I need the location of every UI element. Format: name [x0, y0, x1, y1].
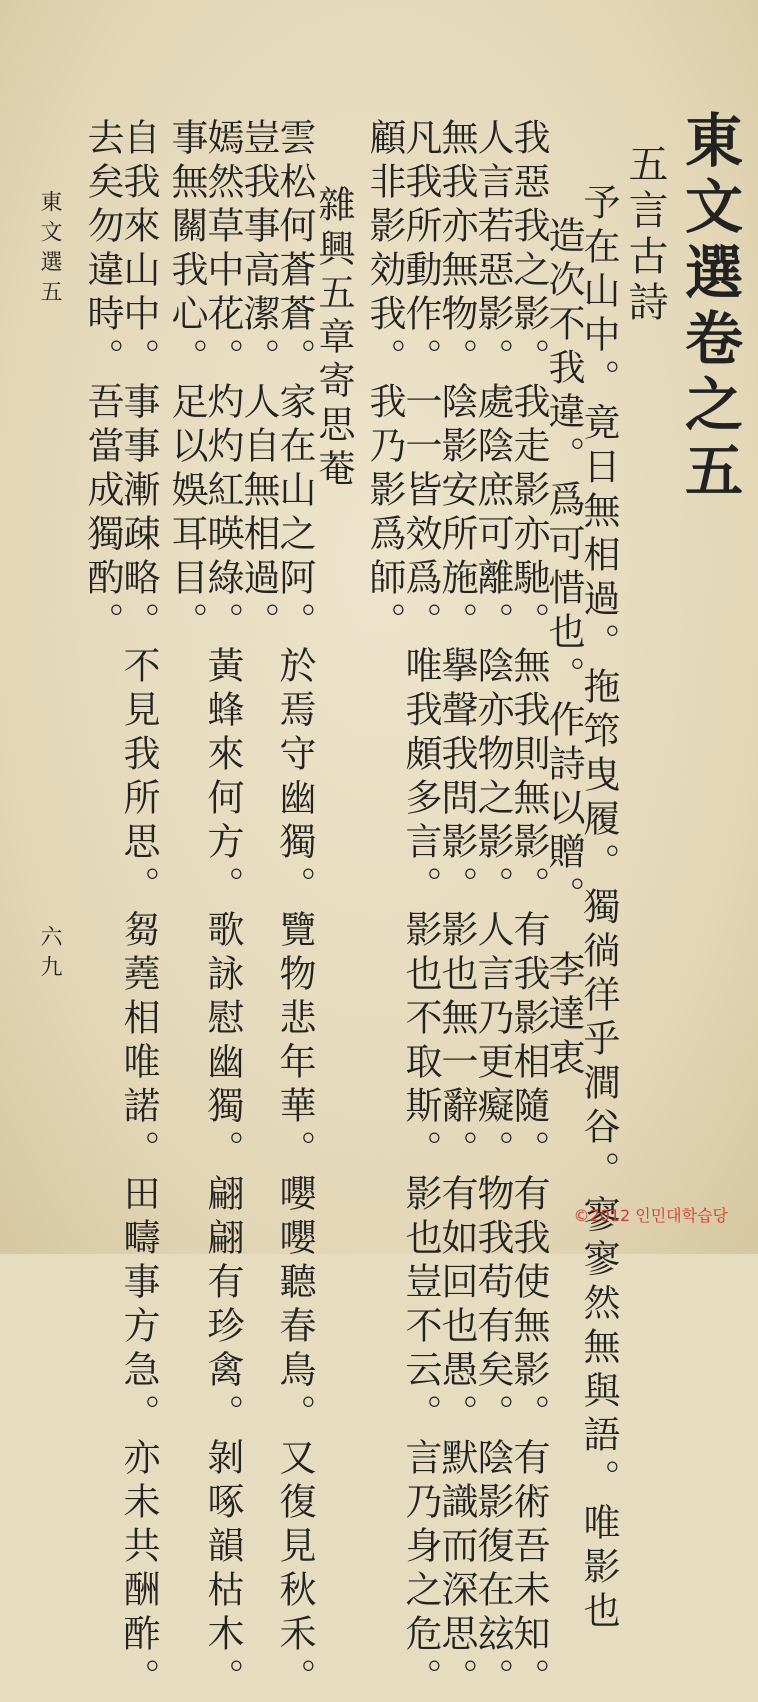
poem1-line-5: 顧非影効我。我乃影爲師。 [363, 118, 406, 646]
poem1-line-1: 我惡我之影。我走影亦馳。無我則無影。有我影相隨。有我使無影。有術吾未知。 [507, 118, 550, 1702]
poem2-line-5: 自我來山中。事事漸疎略。不見我所思。芻蕘相唯諾。田疇事方急。亦未共酬酢。 [117, 118, 160, 1702]
poem1-line-3: 無我亦無物。陰影安所施。擧聲我問影。影也無一辭。有如回也愚。默識而深思。 [435, 118, 478, 1702]
book-title: 東文選卷之五 [675, 110, 743, 506]
poem2-line-4: 事無關我心。足以娛耳目。 [165, 118, 208, 646]
poem1-line-2: 人言若惡影。處陰庶可離。陰亦物之影。人言乃更癡。物我苟有矣。陰影復在玆。 [471, 118, 514, 1702]
running-footer: 東文選五 [37, 190, 62, 310]
copyright-watermark: ©2012 인민대학습당 [573, 1206, 728, 1225]
page-number: 六九 [37, 925, 62, 985]
poem2-line-2: 豈我事高潔。人自無相過。 [237, 118, 280, 646]
poem2-line-1: 雲松何蒼蒼。家在山之阿。於焉守幽獨。覽物悲年華。嚶嚶聽春鳥。又復見秋禾。 [273, 118, 316, 1702]
poem2-line-3: 嫣然草中花。灼灼紅暎綠。黃蜂來何方。歌詠慰幽獨。翩翩有珍禽。剝啄韻枯木。 [201, 118, 244, 1702]
section-heading: 五言古詩 [622, 143, 668, 327]
poem1-author: 李達衷 [542, 950, 585, 1082]
poem1-line-4: 凡我所動作。一一皆效爲。唯我頗多言。影也不取斯。影也豈不云。言乃身之危。 [399, 118, 442, 1702]
poem2-title: 雜興五章寄思菴 [312, 185, 355, 493]
poem1-intro-line-1: 予在山中。竟日無相過。拖筇曳履。獨徜徉乎澗谷。寥寥然無與語。唯影也 [577, 183, 620, 1635]
poem1-intro-line-2: 造次不我違。爲可惜也。作詩以贈。 [542, 216, 585, 920]
poem2-line-6: 去矣勿違時。吾當成獨酌。 [81, 118, 124, 646]
